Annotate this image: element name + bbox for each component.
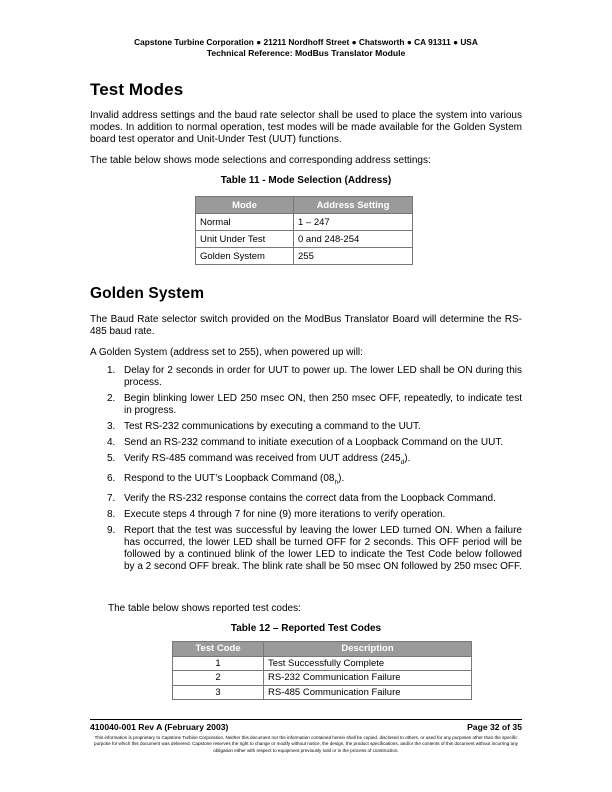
table-cell: Normal	[196, 214, 294, 231]
table-cell: Test Successfully Complete	[264, 656, 472, 671]
header-document-title: Technical Reference: ModBus Translator Module	[206, 48, 406, 58]
step-number: 7.	[107, 493, 116, 504]
step-number: 9.	[107, 525, 116, 536]
step-text	[124, 473, 344, 484]
power-up-steps-list	[90, 365, 522, 577]
table-cell: 0 and 248-254	[294, 231, 413, 248]
step-text: Verify the RS-232 response contains the correct data from the Loopback Command.	[124, 493, 496, 504]
golden-system-paragraph-3: The table below shows reported test codes:	[108, 603, 301, 614]
step-text: Execute steps 4 through 7 for nine (9) more iterations to verify operation.	[124, 509, 446, 520]
list-item	[90, 437, 522, 449]
table-cell: 1	[173, 656, 264, 671]
list-item	[90, 493, 522, 505]
table-row	[173, 685, 472, 700]
footer-document-id: 410040-001 Rev A (February 2003)	[90, 722, 229, 732]
table-cell: RS-232 Communication Failure	[264, 671, 472, 686]
table-cell: Golden System	[196, 248, 294, 265]
golden-system-heading: Golden System	[90, 285, 205, 302]
table-row	[173, 656, 472, 671]
step-text-post: ).	[338, 473, 345, 484]
footer-divider	[90, 719, 522, 720]
golden-system-paragraph-1: The Baud Rate selector switch provided on the ModBus Translator Board will determine the RS-485 baud rate.	[90, 314, 522, 337]
list-item	[90, 421, 522, 433]
step-number: 6.	[107, 473, 116, 484]
table-header-row	[196, 197, 413, 214]
footer-proprietary-notice: This information is proprietary to Capstone Turbine Corporation. Neither this document nor the information contained herein shall be copied, disclosed to others, or used for any purposes other than the specific purpose for which this document was delivered. Capstone reserves the right to change or modify without notice, the design, the product specifications, and/or the contents of this document without incurring any obligation either with respect to equipment previously sold or in the process of construction.	[94, 735, 518, 753]
step-number: 8.	[107, 509, 116, 520]
step-number: 2.	[107, 393, 116, 404]
step-text: Test RS-232 communications by executing a command to the UUT.	[124, 421, 421, 432]
footer-page-number: Page 32 of 35	[467, 722, 522, 732]
step-number: 1.	[107, 365, 116, 376]
mode-selection-table	[195, 196, 413, 265]
list-item	[90, 509, 522, 521]
list-item	[90, 525, 522, 573]
golden-system-paragraph-2: A Golden System (address set to 255), when powered up will:	[90, 347, 363, 358]
table-cell: 1 – 247	[294, 214, 413, 231]
table-row	[196, 231, 413, 248]
step-text: Delay for 2 seconds in order for UUT to power up. The lower LED shall be ON during this process.	[124, 365, 522, 388]
header-company-line: Capstone Turbine Corporation ● 21211 Nordhoff Street ● Chatsworth ● CA 91311 ● USA	[134, 37, 478, 47]
subscript: h	[334, 479, 339, 486]
step-text-pre: Verify RS-485 command was received from UUT address (245	[124, 453, 401, 464]
table-header-row	[173, 642, 472, 657]
step-number: 3.	[107, 421, 116, 432]
step-text-pre: Respond to the UUT’s Loopback Command (08	[124, 473, 335, 484]
column-header-mode: Mode	[196, 197, 294, 214]
table-row	[196, 248, 413, 265]
step-number: 5.	[107, 453, 116, 464]
table-cell: 2	[173, 671, 264, 686]
step-number: 4.	[107, 437, 116, 448]
step-text	[124, 453, 410, 464]
list-item	[90, 473, 522, 489]
step-text: Begin blinking lower LED 250 msec ON, then 250 msec OFF, repeatedly, to indicate test in progress.	[124, 393, 522, 416]
subscript: d	[400, 459, 405, 466]
column-header-test-code: Test Code	[173, 642, 264, 657]
table-cell: 255	[294, 248, 413, 265]
table-row	[173, 671, 472, 686]
test-modes-heading: Test Modes	[90, 80, 184, 99]
list-item	[90, 365, 522, 389]
step-text: Report that the test was successful by leaving the lower LED turned ON. When a failure has occurred, the lower LED shall be turned OFF for 2 seconds. This OFF period will be followed by a continued blink of the lower LED to indicate the Test Code below followed by a 2 second OFF break. The blink rate shall be 50 msec ON followed by 250 msec OFF.	[124, 525, 522, 572]
column-header-address-setting: Address Setting	[294, 197, 413, 214]
table-11-caption: Table 11 - Mode Selection (Address)	[220, 175, 392, 186]
list-item	[90, 393, 522, 417]
column-header-description: Description	[264, 642, 472, 657]
list-item	[90, 453, 522, 469]
step-text: Send an RS-232 command to initiate execution of a Loopback Command on the UUT.	[124, 437, 504, 448]
step-text-post: ).	[404, 453, 411, 464]
table-row	[196, 214, 413, 231]
table-cell: 3	[173, 685, 264, 700]
page-header	[0, 37, 612, 59]
table-12-caption: Table 12 – Reported Test Codes	[230, 623, 382, 634]
test-modes-paragraph-2: The table below shows mode selections and corresponding address settings:	[90, 155, 431, 166]
table-cell: Unit Under Test	[196, 231, 294, 248]
table-cell: RS-485 Communication Failure	[264, 685, 472, 700]
test-codes-table	[172, 641, 472, 700]
test-modes-paragraph-1: Invalid address settings and the baud rate selector shall be used to place the system into various modes. In addition to normal operation, test modes will be made available for the Golden System board test operator and Unit-Under Test (UUT) functions.	[90, 110, 522, 145]
